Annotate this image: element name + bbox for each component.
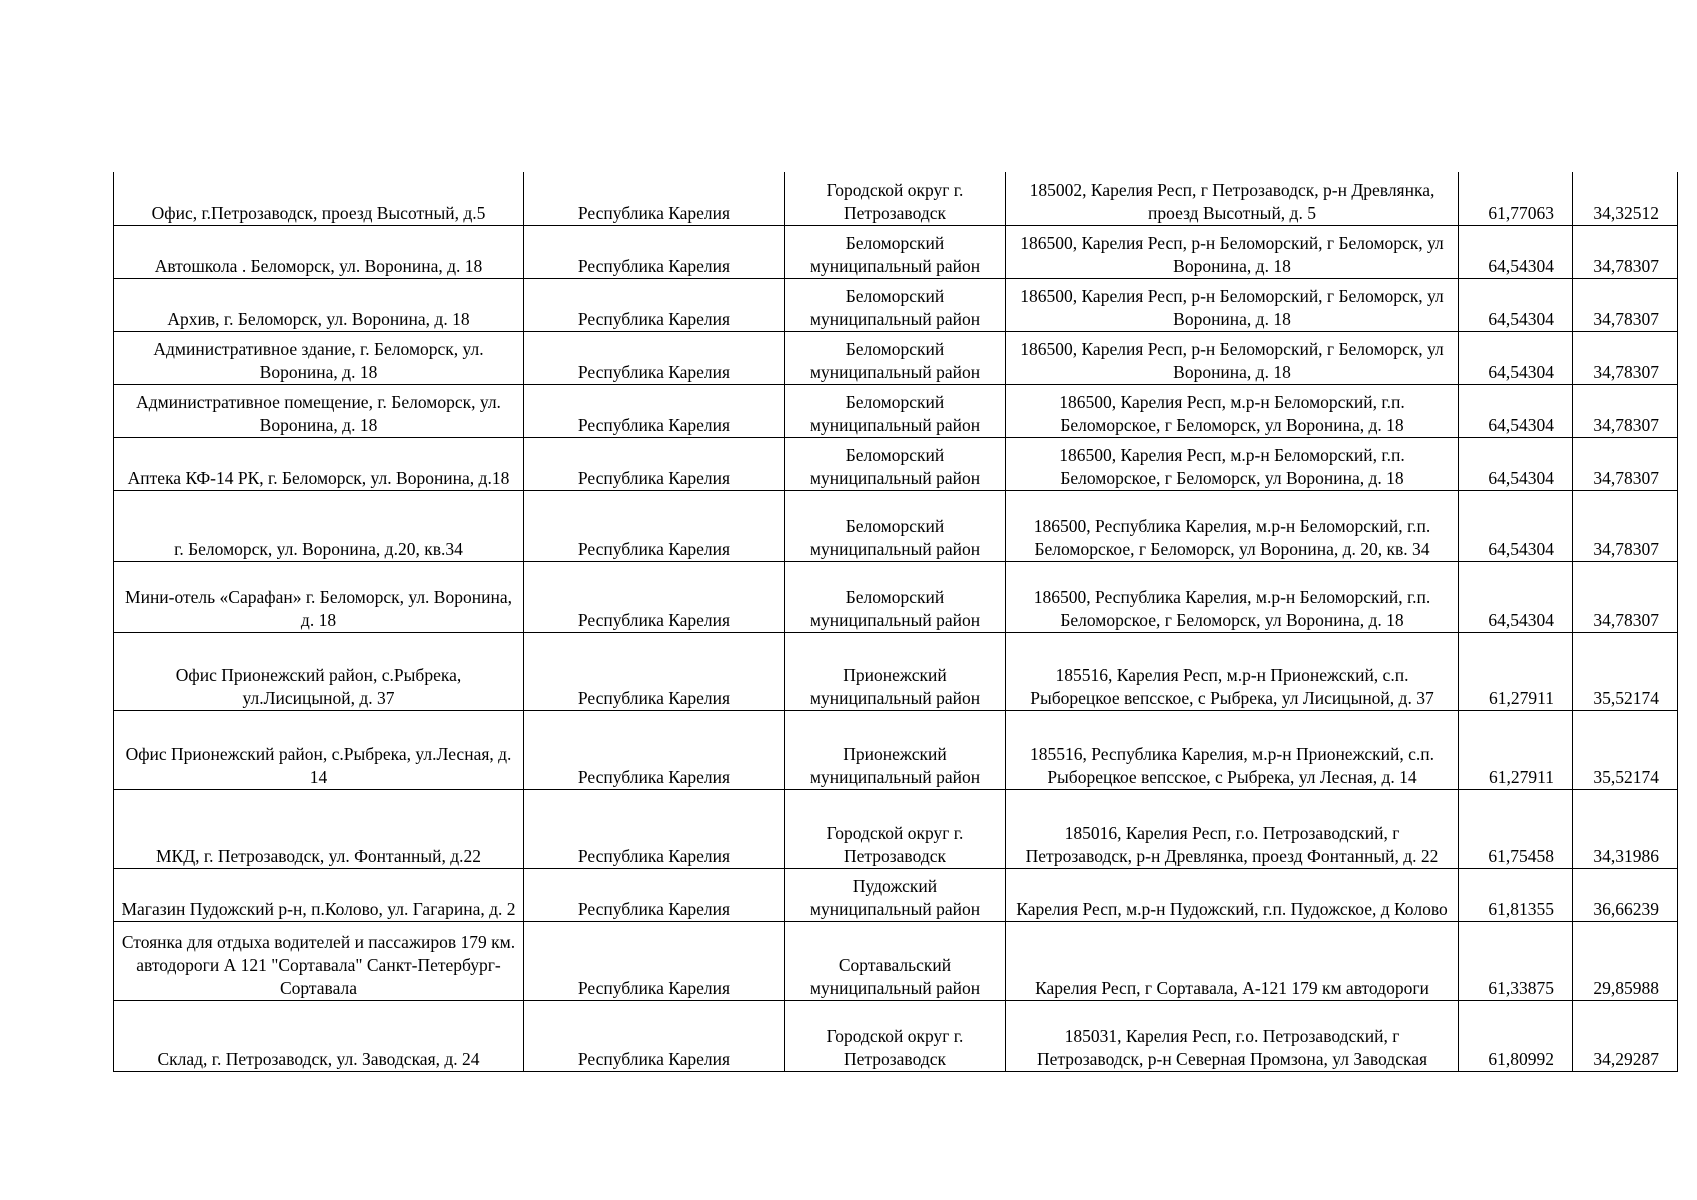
- cell-object-name: Административное помещение, г. Беломорск, ул. Воронина, д. 18: [114, 384, 524, 437]
- cell-address: Карелия Респ, м.р-н Пудожский, г.п. Пудожское, д Колово: [1006, 868, 1459, 921]
- cell-region: Республика Карелия: [524, 437, 785, 490]
- cell-latitude: 61,27911: [1459, 632, 1573, 710]
- cell-object-name: Архив, г. Беломорск, ул. Воронина, д. 18: [114, 278, 524, 331]
- cell-object-name: Аптека КФ-14 РК, г. Беломорск, ул. Воронина, д.18: [114, 437, 524, 490]
- table-row: [114, 868, 1678, 921]
- cell-object-name: Офис Прионежский район, с.Рыбрека, ул.Лисицыной, д. 37: [114, 632, 524, 710]
- cell-municipality: Беломорский муниципальный район: [785, 384, 1006, 437]
- cell-municipality: Беломорский муниципальный район: [785, 561, 1006, 632]
- cell-longitude: 34,78307: [1573, 437, 1678, 490]
- cell-latitude: 61,27911: [1459, 710, 1573, 789]
- cell-region: Республика Карелия: [524, 225, 785, 278]
- cell-longitude: 34,29287: [1573, 1000, 1678, 1071]
- cell-address: 186500, Карелия Респ, р-н Беломорский, г Беломорск, ул Воронина, д. 18: [1006, 331, 1459, 384]
- cell-address: 185031, Карелия Респ, г.о. Петрозаводский, г Петрозаводск, р-н Северная Промзона, ул Заводская: [1006, 1000, 1459, 1071]
- cell-municipality: Беломорский муниципальный район: [785, 278, 1006, 331]
- table-row: [114, 172, 1678, 225]
- objects-table-body: [114, 172, 1678, 1071]
- cell-municipality: Городской округ г. Петрозаводск: [785, 789, 1006, 868]
- cell-region: Республика Карелия: [524, 921, 785, 1000]
- cell-region: Республика Карелия: [524, 278, 785, 331]
- cell-object-name: Административное здание, г. Беломорск, ул. Воронина, д. 18: [114, 331, 524, 384]
- cell-object-name: г. Беломорск, ул. Воронина, д.20, кв.34: [114, 490, 524, 561]
- cell-region: Республика Карелия: [524, 789, 785, 868]
- cell-region: Республика Карелия: [524, 710, 785, 789]
- cell-latitude: 61,75458: [1459, 789, 1573, 868]
- cell-object-name: МКД, г. Петрозаводск, ул. Фонтанный, д.22: [114, 789, 524, 868]
- cell-latitude: 61,77063: [1459, 172, 1573, 225]
- cell-latitude: 64,54304: [1459, 384, 1573, 437]
- cell-address: 186500, Карелия Респ, м.р-н Беломорский, г.п. Беломорское, г Беломорск, ул Воронина, д. 18: [1006, 437, 1459, 490]
- table-row: [114, 921, 1678, 1000]
- cell-longitude: 34,78307: [1573, 225, 1678, 278]
- cell-municipality: Городской округ г. Петрозаводск: [785, 172, 1006, 225]
- cell-address: 185002, Карелия Респ, г Петрозаводск, р-н Древлянка, проезд Высотный, д. 5: [1006, 172, 1459, 225]
- cell-latitude: 61,81355: [1459, 868, 1573, 921]
- cell-latitude: 61,33875: [1459, 921, 1573, 1000]
- table-row: [114, 710, 1678, 789]
- cell-longitude: 36,66239: [1573, 868, 1678, 921]
- cell-longitude: 34,32512: [1573, 172, 1678, 225]
- cell-municipality: Сортавальский муниципальный район: [785, 921, 1006, 1000]
- cell-longitude: 34,78307: [1573, 384, 1678, 437]
- table-row: [114, 278, 1678, 331]
- cell-longitude: 34,78307: [1573, 331, 1678, 384]
- cell-address: 186500, Карелия Респ, м.р-н Беломорский, г.п. Беломорское, г Беломорск, ул Воронина, д. 18: [1006, 384, 1459, 437]
- cell-region: Республика Карелия: [524, 632, 785, 710]
- cell-municipality: Беломорский муниципальный район: [785, 490, 1006, 561]
- cell-region: Республика Карелия: [524, 1000, 785, 1071]
- cell-object-name: Офис, г.Петрозаводск, проезд Высотный, д.5: [114, 172, 524, 225]
- cell-latitude: 64,54304: [1459, 225, 1573, 278]
- cell-object-name: Офис Прионежский район, с.Рыбрека, ул.Лесная, д. 14: [114, 710, 524, 789]
- cell-address: 185516, Карелия Респ, м.р-н Прионежский, с.п. Рыборецкое вепсское, с Рыбрека, ул Лисицыной, д. 37: [1006, 632, 1459, 710]
- cell-region: Республика Карелия: [524, 172, 785, 225]
- cell-municipality: Беломорский муниципальный район: [785, 331, 1006, 384]
- cell-longitude: 35,52174: [1573, 710, 1678, 789]
- cell-address: 186500, Карелия Респ, р-н Беломорский, г Беломорск, ул Воронина, д. 18: [1006, 225, 1459, 278]
- cell-address: 185016, Карелия Респ, г.о. Петрозаводский, г Петрозаводск, р-н Древлянка, проезд Фонтанный, д. 22: [1006, 789, 1459, 868]
- table-row: [114, 1000, 1678, 1071]
- cell-latitude: 64,54304: [1459, 561, 1573, 632]
- cell-municipality: Прионежский муниципальный район: [785, 710, 1006, 789]
- table-row: [114, 789, 1678, 868]
- cell-address: 186500, Карелия Респ, р-н Беломорский, г Беломорск, ул Воронина, д. 18: [1006, 278, 1459, 331]
- cell-longitude: 34,31986: [1573, 789, 1678, 868]
- table-row: [114, 490, 1678, 561]
- cell-address: Карелия Респ, г Сортавала, А-121 179 км автодороги: [1006, 921, 1459, 1000]
- cell-address: 185516, Республика Карелия, м.р-н Прионежский, с.п. Рыборецкое вепсское, с Рыбрека, ул Лесная, д. 14: [1006, 710, 1459, 789]
- table-row: [114, 561, 1678, 632]
- cell-region: Республика Карелия: [524, 561, 785, 632]
- cell-longitude: 35,52174: [1573, 632, 1678, 710]
- table-row: [114, 331, 1678, 384]
- cell-object-name: Стоянка для отдыха водителей и пассажиров 179 км. автодороги А 121 "Сортавала" Санкт-Петербург-Сортавала: [114, 921, 524, 1000]
- cell-latitude: 61,80992: [1459, 1000, 1573, 1071]
- cell-latitude: 64,54304: [1459, 490, 1573, 561]
- cell-region: Республика Карелия: [524, 384, 785, 437]
- cell-address: 186500, Республика Карелия, м.р-н Беломорский, г.п. Беломорское, г Беломорск, ул Воронина, д. 18: [1006, 561, 1459, 632]
- cell-longitude: 34,78307: [1573, 278, 1678, 331]
- cell-municipality: Городской округ г. Петрозаводск: [785, 1000, 1006, 1071]
- cell-latitude: 64,54304: [1459, 437, 1573, 490]
- cell-latitude: 64,54304: [1459, 331, 1573, 384]
- cell-municipality: Пудожский муниципальный район: [785, 868, 1006, 921]
- cell-longitude: 34,78307: [1573, 561, 1678, 632]
- table-row: [114, 225, 1678, 278]
- cell-region: Республика Карелия: [524, 868, 785, 921]
- table-row: [114, 632, 1678, 710]
- cell-longitude: 29,85988: [1573, 921, 1678, 1000]
- cell-object-name: Автошкола . Беломорск, ул. Воронина, д. 18: [114, 225, 524, 278]
- cell-object-name: Магазин Пудожский р-н, п.Колово, ул. Гагарина, д. 2: [114, 868, 524, 921]
- cell-municipality: Прионежский муниципальный район: [785, 632, 1006, 710]
- table-row: [114, 384, 1678, 437]
- table-row: [114, 437, 1678, 490]
- objects-table: [113, 172, 1678, 1072]
- cell-object-name: Склад, г. Петрозаводск, ул. Заводская, д. 24: [114, 1000, 524, 1071]
- cell-object-name: Мини-отель «Сарафан» г. Беломорск, ул. Воронина, д. 18: [114, 561, 524, 632]
- cell-longitude: 34,78307: [1573, 490, 1678, 561]
- cell-municipality: Беломорский муниципальный район: [785, 225, 1006, 278]
- cell-address: 186500, Республика Карелия, м.р-н Беломорский, г.п. Беломорское, г Беломорск, ул Воронина, д. 20, кв. 34: [1006, 490, 1459, 561]
- cell-latitude: 64,54304: [1459, 278, 1573, 331]
- cell-region: Республика Карелия: [524, 331, 785, 384]
- cell-municipality: Беломорский муниципальный район: [785, 437, 1006, 490]
- cell-region: Республика Карелия: [524, 490, 785, 561]
